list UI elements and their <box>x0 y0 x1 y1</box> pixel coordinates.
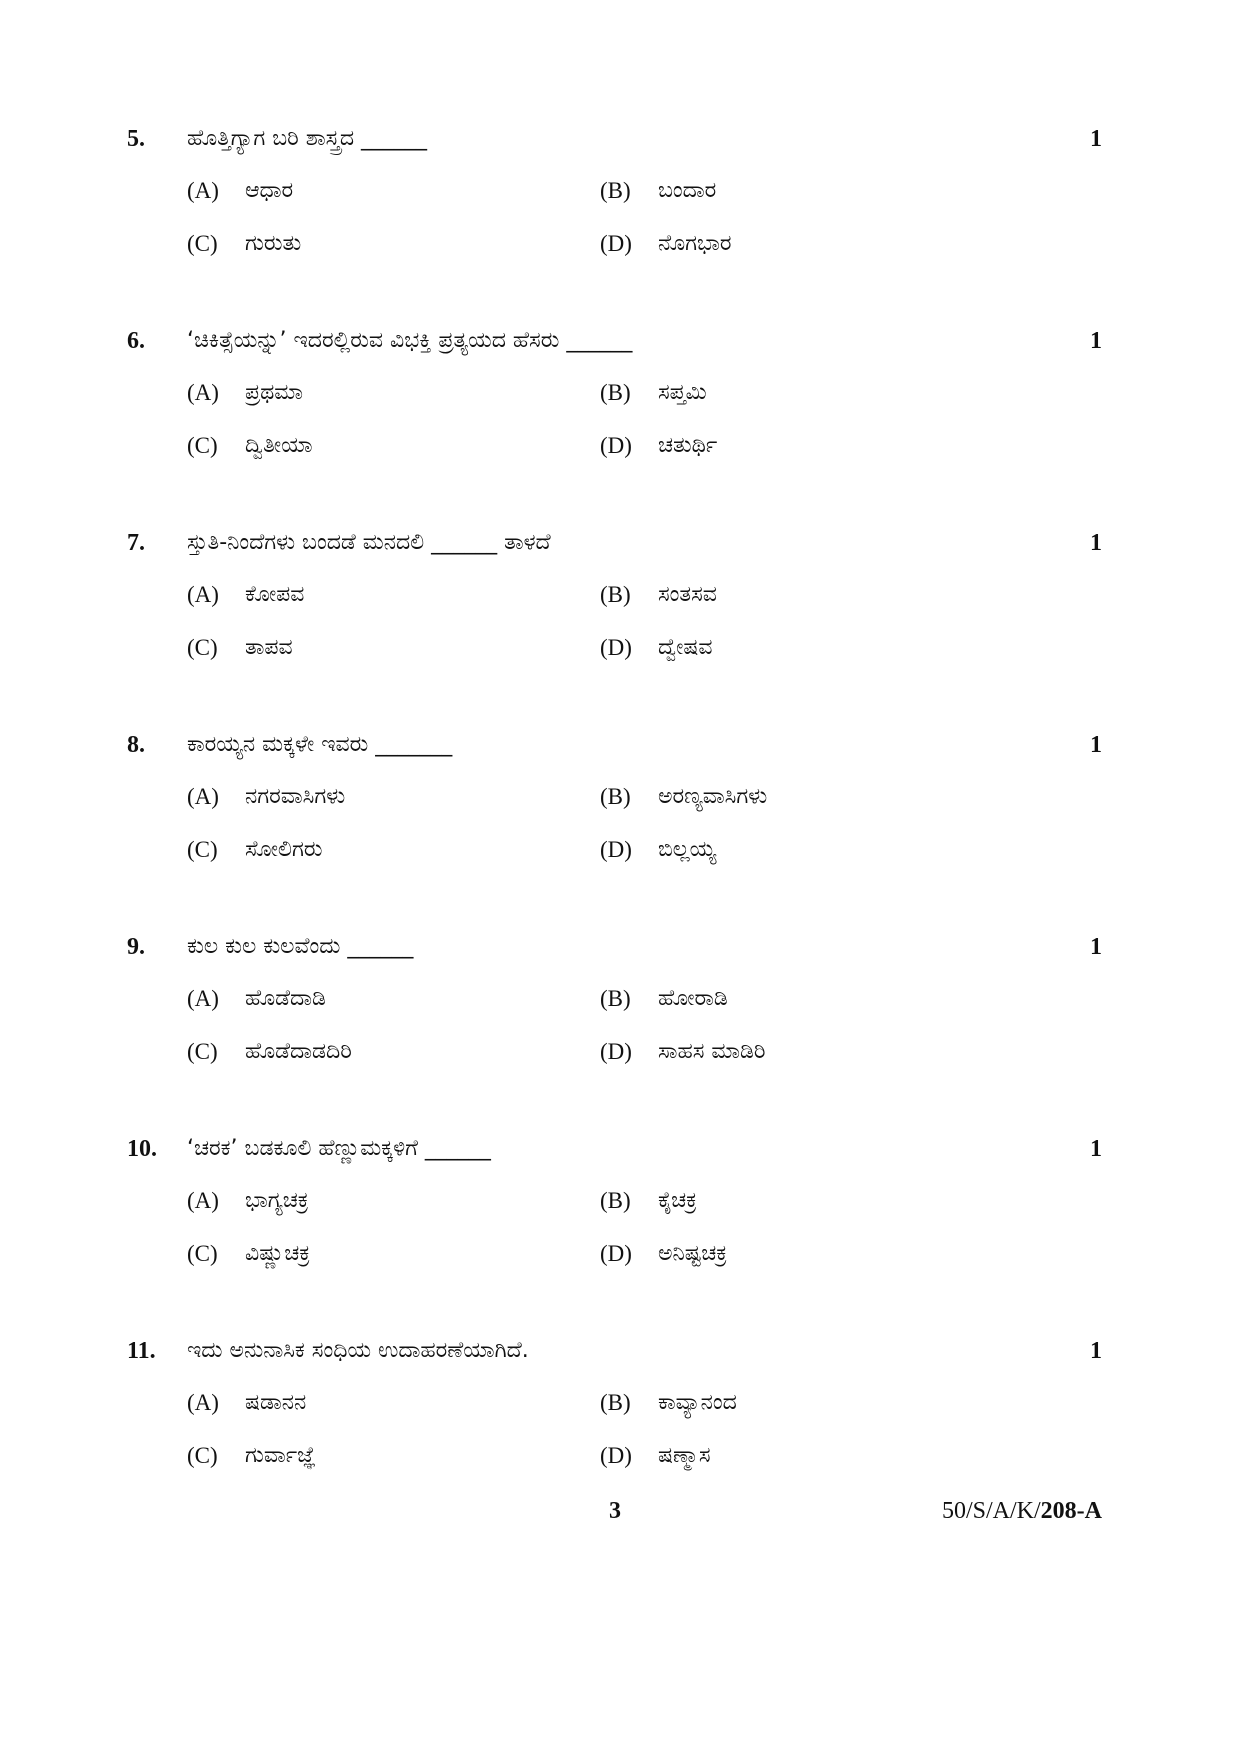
question-number: 9. <box>127 934 145 960</box>
option-text: ಬಂದಾರ <box>658 178 717 203</box>
option-a <box>187 378 303 408</box>
option-letter: (A) <box>187 582 219 607</box>
option-letter: (B) <box>600 380 631 405</box>
option-a <box>187 176 293 206</box>
page-number: 3 <box>609 1498 621 1524</box>
option-a <box>187 1186 309 1216</box>
question-number: 5. <box>127 126 145 152</box>
option-b <box>600 378 707 408</box>
question-number: 8. <box>127 732 145 758</box>
option-letter: (A) <box>187 986 219 1011</box>
option-text: ತಾಪವ <box>245 635 293 660</box>
option-letter: (C) <box>187 635 218 660</box>
option-text: ಷಡಾನನ <box>245 1390 307 1415</box>
option-b <box>600 1388 737 1418</box>
question-10 <box>127 1134 1102 1304</box>
option-text: ಕೋಪವ <box>245 582 305 607</box>
option-text: ಗುರ್ವಾಜ್ಞೆ <box>245 1443 316 1468</box>
option-text: ಹೋರಾಡಿ <box>658 986 728 1011</box>
option-letter: (C) <box>187 1443 218 1468</box>
option-text: ಗುರುತು <box>245 231 302 256</box>
option-a <box>187 1388 306 1418</box>
option-c <box>187 1441 316 1471</box>
option-letter: (B) <box>600 986 631 1011</box>
option-letter: (C) <box>187 433 218 458</box>
option-text: ನೊಗಭಾರ <box>658 231 732 256</box>
paper-code <box>942 1496 1102 1526</box>
option-text: ಸಂತಸವ <box>658 582 717 607</box>
option-d <box>600 431 717 461</box>
option-text: ಸೋಲಿಗರು <box>245 837 323 862</box>
option-text: ಹೊಡೆದಾಡದಿರಿ <box>245 1039 352 1064</box>
option-text: ಆಧಾರ <box>245 178 294 203</box>
option-letter: (B) <box>600 1188 631 1213</box>
option-a <box>187 782 345 812</box>
option-letter: (B) <box>600 582 631 607</box>
question-9 <box>127 932 1102 1102</box>
question-text: ಇದು ಅನುನಾಸಿಕ ಸಂಧಿಯ ಉದಾಹರಣೆಯಾಗಿದೆ. <box>187 1338 529 1363</box>
option-letter: (D) <box>600 1443 632 1468</box>
option-a <box>187 984 326 1014</box>
question-text: ಕುಲ ಕುಲ ಕುಲವೆಂದು ______ <box>187 934 414 959</box>
option-text: ಚತುರ್ಥಿ <box>658 433 718 458</box>
option-letter: (C) <box>187 231 218 256</box>
option-d <box>600 229 731 259</box>
question-text: ‘ಚಿಕಿತ್ಸೆಯನ್ನು’ ಇದರಲ್ಲಿರುವ ವಿಭಕ್ತಿ ಪ್ರತ್ಯಯದ ಹೆಸರು ______ <box>187 328 633 353</box>
question-6 <box>127 326 1102 496</box>
option-text: ಕೈಚಕ್ರ <box>658 1188 697 1213</box>
question-number: 7. <box>127 530 145 556</box>
option-letter: (C) <box>187 1241 218 1266</box>
question-text: ಕಾರಯ್ಯನ ಮಕ್ಕಳೇ ಇವರು _______ <box>187 732 453 757</box>
option-c <box>187 835 322 865</box>
option-text: ಭಾಗ್ಯಚಕ್ರ <box>245 1188 309 1213</box>
option-letter: (B) <box>600 178 631 203</box>
paper-code-prefix: 50/S/A/K/ <box>941 1498 1041 1524</box>
option-c <box>187 1239 310 1269</box>
option-text: ದ್ವಿತೀಯಾ <box>245 433 313 458</box>
option-text: ಅನಿಷ್ಟಚಕ್ರ <box>658 1241 728 1266</box>
option-letter: (D) <box>600 837 632 862</box>
question-number: 11. <box>127 1338 156 1364</box>
option-letter: (B) <box>600 784 631 809</box>
option-c <box>187 633 293 663</box>
option-text: ಪ್ರಥಮಾ <box>245 380 303 405</box>
option-b <box>600 176 716 206</box>
question-number: 10. <box>127 1136 157 1162</box>
question-5 <box>127 124 1102 294</box>
option-d <box>600 1037 766 1067</box>
option-d <box>600 633 712 663</box>
option-b <box>600 984 728 1014</box>
option-letter: (A) <box>187 1390 219 1415</box>
question-marks: 1 <box>1090 934 1102 960</box>
question-7 <box>127 528 1102 698</box>
question-marks: 1 <box>1090 126 1102 152</box>
option-letter: (D) <box>600 433 632 458</box>
option-letter: (C) <box>187 837 218 862</box>
option-a <box>187 580 304 610</box>
option-d <box>600 1441 711 1471</box>
option-text: ಸಪ್ತಮಿ <box>658 380 707 405</box>
question-marks: 1 <box>1090 328 1102 354</box>
option-d <box>600 835 716 865</box>
paper-code-suffix: 208-A <box>1040 1498 1102 1524</box>
option-letter: (C) <box>187 1039 218 1064</box>
option-b <box>600 1186 697 1216</box>
question-8 <box>127 730 1102 900</box>
option-letter: (A) <box>187 1188 219 1213</box>
question-text: ಸ್ತುತಿ-ನಿಂದೆಗಳು ಬಂದಡೆ ಮನದಲಿ ______ ತಾಳದೆ <box>187 530 551 555</box>
option-text: ಹೊಡೆದಾಡಿ <box>245 986 326 1011</box>
option-d <box>600 1239 727 1269</box>
option-b <box>600 782 767 812</box>
option-letter: (A) <box>187 380 219 405</box>
question-marks: 1 <box>1090 732 1102 758</box>
question-marks: 1 <box>1090 530 1102 556</box>
option-c <box>187 431 312 461</box>
question-number: 6. <box>127 328 145 354</box>
option-text: ಷಣ್ಮಾಸ <box>658 1443 711 1468</box>
question-text: ‘ಚರಕ’ ಬಡಕೂಲಿ ಹೆಣ್ಣುಮಕ್ಕಳಿಗೆ ______ <box>187 1136 491 1161</box>
option-text: ನಗರವಾಸಿಗಳು <box>245 784 346 809</box>
option-c <box>187 1037 352 1067</box>
option-letter: (D) <box>600 1039 632 1064</box>
question-marks: 1 <box>1090 1338 1102 1364</box>
question-text: ಹೊತ್ತಿಗ್ಯಾಗ ಬರಿ ಶಾಸ್ತ್ರದ ______ <box>187 126 428 151</box>
question-marks: 1 <box>1090 1136 1102 1162</box>
option-text: ವಿಷ್ಣುಚಕ್ರ <box>245 1241 311 1266</box>
option-letter: (D) <box>600 1241 632 1266</box>
option-text: ಬಿಲ್ಲಯ್ಯ <box>658 837 717 862</box>
option-text: ಕಾವ್ಯಾನಂದ <box>658 1390 737 1415</box>
option-b <box>600 580 717 610</box>
option-c <box>187 229 301 259</box>
option-text: ಅರಣ್ಯವಾಸಿಗಳು <box>658 784 768 809</box>
option-letter: (D) <box>600 231 632 256</box>
option-text: ದ್ವೇಷವ <box>658 635 713 660</box>
option-letter: (B) <box>600 1390 631 1415</box>
question-11 <box>127 1336 1102 1506</box>
option-letter: (D) <box>600 635 632 660</box>
option-letter: (A) <box>187 178 219 203</box>
option-text: ಸಾಹಸ ಮಾಡಿರಿ <box>658 1039 766 1064</box>
option-letter: (A) <box>187 784 219 809</box>
